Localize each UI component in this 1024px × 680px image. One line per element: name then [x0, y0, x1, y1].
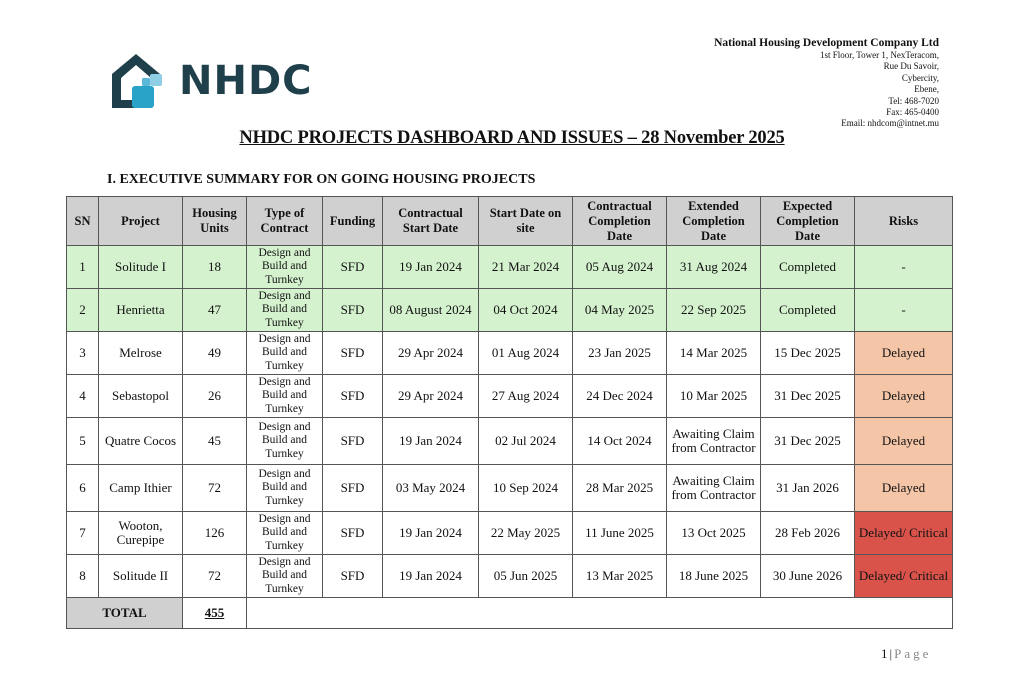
column-header: Project	[99, 197, 183, 246]
cell-funding: SFD	[323, 512, 383, 555]
cell-contract: Design and Build and Turnkey	[247, 465, 323, 512]
table-row	[67, 246, 953, 289]
cell-start: 08 August 2024	[383, 289, 479, 332]
column-header: Extended Completion Date	[667, 197, 761, 246]
cell-contract: Design and Build and Turnkey	[247, 246, 323, 289]
column-header: SN	[67, 197, 99, 246]
cell-extended: 18 June 2025	[667, 555, 761, 598]
cell-risk: Delayed/ Critical	[855, 512, 953, 555]
cell-expected: Completed	[761, 246, 855, 289]
cell-risk: Delayed	[855, 375, 953, 418]
cell-contract: Design and Build and Turnkey	[247, 289, 323, 332]
cell-completion: 28 Mar 2025	[573, 465, 667, 512]
cell-start: 19 Jan 2024	[383, 555, 479, 598]
table-row	[67, 418, 953, 465]
cell-site: 21 Mar 2024	[479, 246, 573, 289]
company-fax: Fax: 465-0400	[886, 107, 939, 118]
column-header: Contractual Start Date	[383, 197, 479, 246]
cell-start: 03 May 2024	[383, 465, 479, 512]
cell-completion: 13 Mar 2025	[573, 555, 667, 598]
cell-units: 45	[183, 418, 247, 465]
address-line: Rue Du Savoir,	[883, 61, 939, 72]
cell-project: Camp Ithier	[99, 465, 183, 512]
cell-funding: SFD	[323, 418, 383, 465]
cell-expected: 15 Dec 2025	[761, 332, 855, 375]
cell-site: 22 May 2025	[479, 512, 573, 555]
logo-text: NHDC	[179, 58, 313, 104]
cell-extended: 10 Mar 2025	[667, 375, 761, 418]
cell-sn: 8	[67, 555, 99, 598]
cell-risk: Delayed	[855, 332, 953, 375]
table-row	[67, 512, 953, 555]
cell-units: 72	[183, 465, 247, 512]
projects-table	[66, 196, 953, 629]
cell-completion: 14 Oct 2024	[573, 418, 667, 465]
cell-contract: Design and Build and Turnkey	[247, 555, 323, 598]
nhdc-logo	[106, 50, 326, 114]
total-row-spacer	[247, 598, 953, 629]
page-number-value: 1	[881, 646, 890, 661]
cell-funding: SFD	[323, 246, 383, 289]
cell-extended: 31 Aug 2024	[667, 246, 761, 289]
cell-start: 19 Jan 2024	[383, 512, 479, 555]
cell-expected: 31 Dec 2025	[761, 418, 855, 465]
cell-contract: Design and Build and Turnkey	[247, 512, 323, 555]
total-row	[67, 598, 953, 629]
table-row	[67, 465, 953, 512]
cell-sn: 7	[67, 512, 99, 555]
cell-project: Melrose	[99, 332, 183, 375]
cell-sn: 2	[67, 289, 99, 332]
page-number	[881, 646, 931, 662]
cell-expected: 30 June 2026	[761, 555, 855, 598]
cell-risk: Delayed/ Critical	[855, 555, 953, 598]
cell-start: 29 Apr 2024	[383, 332, 479, 375]
cell-completion: 11 June 2025	[573, 512, 667, 555]
column-header: Start Date on site	[479, 197, 573, 246]
table-row	[67, 375, 953, 418]
page-separator: |	[889, 646, 895, 661]
cell-expected: Completed	[761, 289, 855, 332]
cell-site: 10 Sep 2024	[479, 465, 573, 512]
page-label: Page	[894, 646, 932, 661]
cell-start: 19 Jan 2024	[383, 246, 479, 289]
company-address-block	[714, 36, 939, 130]
cell-extended: 14 Mar 2025	[667, 332, 761, 375]
cell-sn: 1	[67, 246, 99, 289]
column-header: Housing Units	[183, 197, 247, 246]
cell-risk: Delayed	[855, 418, 953, 465]
cell-risk: -	[855, 246, 953, 289]
cell-units: 47	[183, 289, 247, 332]
cell-units: 126	[183, 512, 247, 555]
cell-funding: SFD	[323, 332, 383, 375]
cell-funding: SFD	[323, 555, 383, 598]
column-header: Type of Contract	[247, 197, 323, 246]
cell-sn: 6	[67, 465, 99, 512]
cell-site: 05 Jun 2025	[479, 555, 573, 598]
cell-completion: 23 Jan 2025	[573, 332, 667, 375]
cell-start: 29 Apr 2024	[383, 375, 479, 418]
table-row	[67, 289, 953, 332]
section-heading: I. EXECUTIVE SUMMARY FOR ON GOING HOUSING PROJECTS	[107, 172, 536, 187]
cell-sn: 3	[67, 332, 99, 375]
cell-units: 49	[183, 332, 247, 375]
column-header: Expected Completion Date	[761, 197, 855, 246]
cell-contract: Design and Build and Turnkey	[247, 375, 323, 418]
column-header: Contractual Completion Date	[573, 197, 667, 246]
cell-expected: 28 Feb 2026	[761, 512, 855, 555]
address-line: 1st Floor, Tower 1, NexTeracom,	[820, 50, 939, 60]
table-row	[67, 332, 953, 375]
cell-contract: Design and Build and Turnkey	[247, 332, 323, 375]
total-label: TOTAL	[67, 598, 183, 629]
cell-extended: Awaiting Claim from Contractor	[667, 465, 761, 512]
table-row	[67, 555, 953, 598]
cell-project: Quatre Cocos	[99, 418, 183, 465]
cell-site: 04 Oct 2024	[479, 289, 573, 332]
column-header: Risks	[855, 197, 953, 246]
cell-completion: 05 Aug 2024	[573, 246, 667, 289]
cell-units: 26	[183, 375, 247, 418]
cell-funding: SFD	[323, 375, 383, 418]
cell-project: Sebastopol	[99, 375, 183, 418]
cell-project: Wooton, Curepipe	[99, 512, 183, 555]
document-title: NHDC PROJECTS DASHBOARD AND ISSUES – 28 November 2025	[239, 128, 785, 148]
cell-funding: SFD	[323, 289, 383, 332]
cell-completion: 24 Dec 2024	[573, 375, 667, 418]
cell-project: Solitude II	[99, 555, 183, 598]
cell-site: 01 Aug 2024	[479, 332, 573, 375]
cell-completion: 04 May 2025	[573, 289, 667, 332]
company-tel: Tel: 468-7020	[888, 95, 939, 106]
cell-risk: Delayed	[855, 465, 953, 512]
cell-extended: 13 Oct 2025	[667, 512, 761, 555]
total-units: 455	[183, 598, 247, 629]
address-line: Ebene,	[914, 84, 939, 95]
column-header: Funding	[323, 197, 383, 246]
house-logo-icon	[106, 50, 176, 114]
table-header-row	[67, 197, 953, 246]
address-line: Cybercity,	[901, 72, 939, 83]
cell-expected: 31 Jan 2026	[761, 465, 855, 512]
cell-extended: 22 Sep 2025	[667, 289, 761, 332]
company-email: Email: nhdcom@intnet.mu	[841, 118, 939, 129]
cell-expected: 31 Dec 2025	[761, 375, 855, 418]
cell-contract: Design and Build and Turnkey	[247, 418, 323, 465]
cell-sn: 5	[67, 418, 99, 465]
cell-funding: SFD	[323, 465, 383, 512]
cell-site: 02 Jul 2024	[479, 418, 573, 465]
cell-units: 18	[183, 246, 247, 289]
cell-start: 19 Jan 2024	[383, 418, 479, 465]
cell-sn: 4	[67, 375, 99, 418]
cell-project: Solitude I	[99, 246, 183, 289]
company-name: National Housing Development Company Ltd	[714, 37, 939, 49]
cell-extended: Awaiting Claim from Contractor	[667, 418, 761, 465]
cell-risk: -	[855, 289, 953, 332]
cell-units: 72	[183, 555, 247, 598]
cell-site: 27 Aug 2024	[479, 375, 573, 418]
cell-project: Henrietta	[99, 289, 183, 332]
